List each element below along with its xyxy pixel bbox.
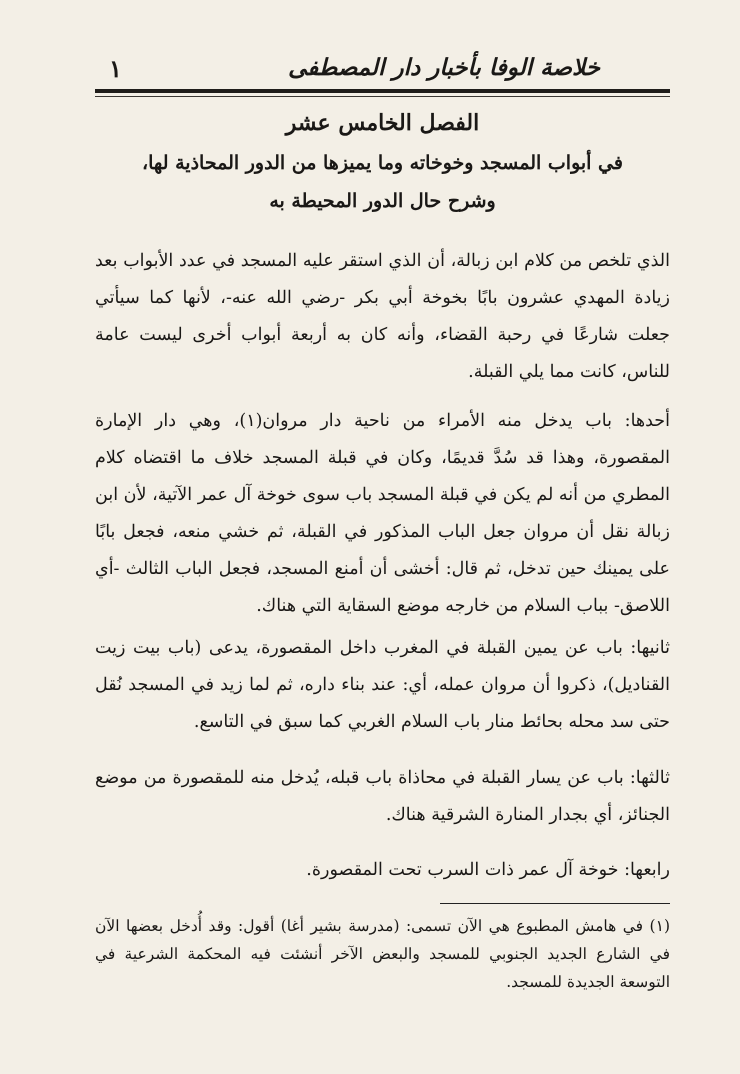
chapter-subtitle-line2: وشرح حال الدور المحيطة به <box>269 190 496 212</box>
paragraph-intro: الذي تلخص من كلام ابن زبالة، أن الذي استقر عليه المسجد في عدد الأبواب بعد زيادة المهدي عشرون بابًا بخوخة أبي بكر -رضي الله عنه-، لأنها كما سيأتي جعلت شارعًا في رحبة القضاء، وأنه كان به أربعة أبواب أخرى ليست عامة للناس، كانت مما يلي القبلة. <box>95 251 670 382</box>
page-number: ١ <box>109 54 122 83</box>
book-title: خلاصة الوفا بأخبار دار المصطفى <box>288 54 600 81</box>
chapter-title: الفصل الخامس عشر <box>285 110 480 136</box>
footnote: (١) في هامش المطبوع هي الآن تسمى: (مدرسة بشير أغا) أقول: وقد أُدخل بعضها الآن في الشارع الجديد الجنوبي للمسجد والبعض الآخر أنشئت فيه المحكمة الشرعية في التوسعة الجديدة للمسجد. <box>95 917 670 991</box>
paragraph-second-door: ثانيها: باب عن يمين القبلة في المغرب داخل المقصورة، يدعى (باب بيت زيت القناديل)، ذكروا أن مروان عمله، أي: عند بناء داره، ثم لما زيد في المسجد نُقل حتى سد محله بحائط منار باب السلام الغربي كما سبق في التاسع. <box>95 638 670 732</box>
header-rule-thin <box>95 96 670 97</box>
paragraph-first-door: أحدها: باب يدخل منه الأمراء من ناحية دار مروان(١)، وهي دار الإمارة المقصورة، وهذا قد سُدَّ قديمًا، وكان في قبلة المسجد خلاف ما اقتضاه كلام المطري من أنه لم يكن في قبلة المسجد باب سوى خوخة آل عمر الآتية، لأن ابن زبالة نقل أن مروان جعل الباب المذكور في القبلة، ثم خشي منعه، فجعل بابًا على يمينك حين تدخل، ثم قال: أخشى أن أمنع المسجد، فجعل الباب الثالث -أي اللاصق- بباب السلام من خارجه موضع السقاية التي هناك. <box>95 411 670 616</box>
chapter-subtitle-line1: في أبواب المسجد وخوخاته وما يميزها من الدور المحاذية لها، <box>142 152 623 174</box>
header-rule <box>95 89 670 93</box>
footnote-separator <box>440 903 670 904</box>
paragraph-third-door: ثالثها: باب عن يسار القبلة في محاذاة باب قبله، يُدخل منه للمقصورة من موضع الجنائز، أي بجدار المنارة الشرقية هناك. <box>95 768 670 825</box>
running-header <box>95 50 670 90</box>
paragraph-fourth-door: رابعها: خوخة آل عمر ذات السرب تحت المقصورة. <box>306 860 670 880</box>
